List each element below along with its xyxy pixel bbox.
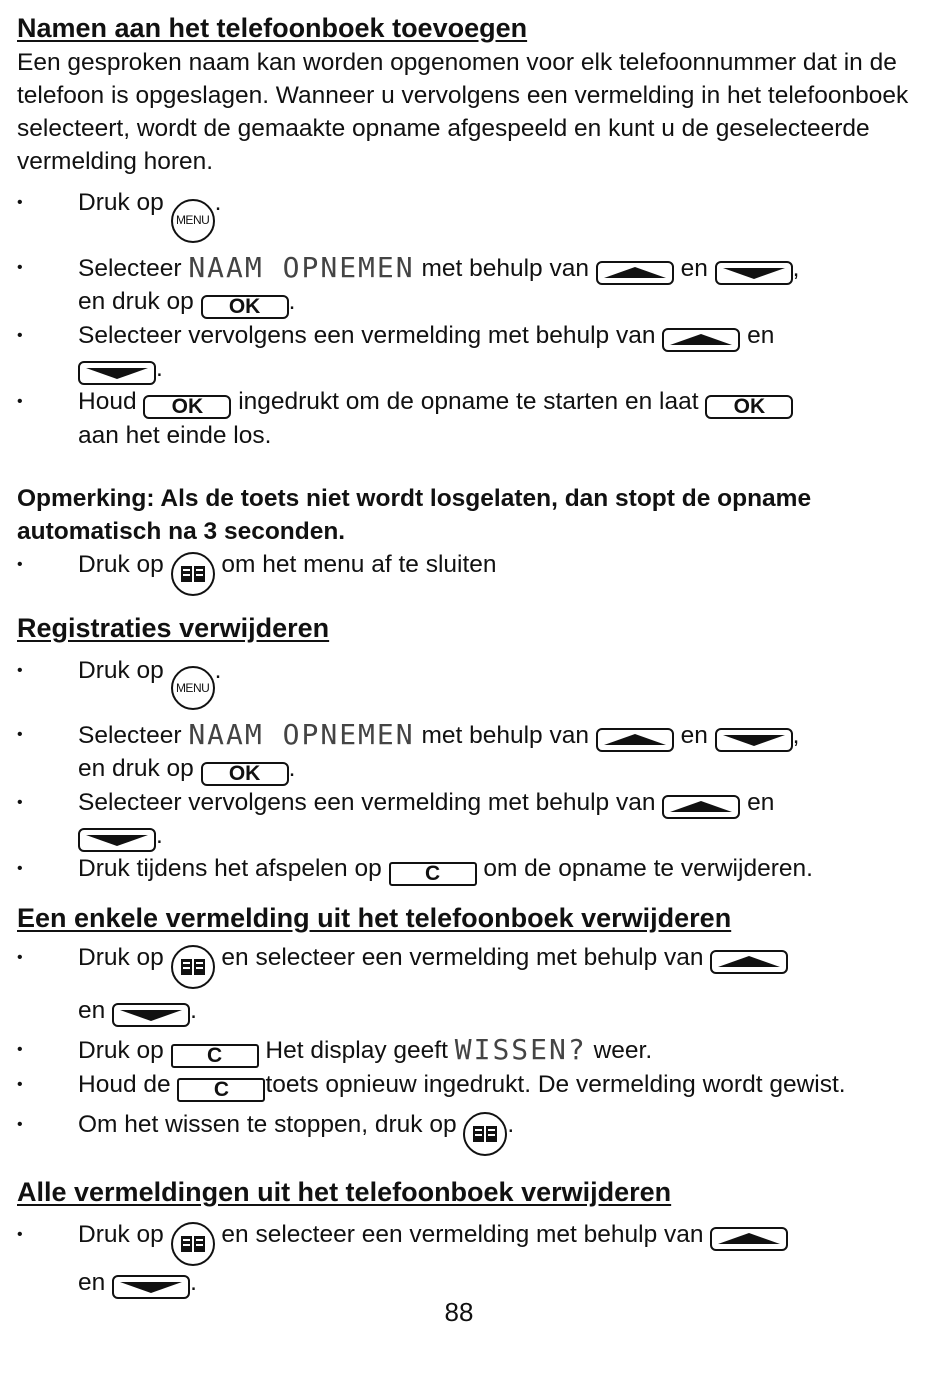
section-delete-recordings	[17, 610, 917, 887]
lcd-display-text: WISSEN?	[454, 1033, 587, 1066]
step-text: ,	[792, 254, 800, 282]
step	[17, 1033, 917, 1068]
down-arrow-key-icon	[715, 261, 793, 285]
step-text: Selecteer	[78, 254, 182, 282]
menu-key-icon: MENU	[171, 666, 215, 710]
step-text: en	[78, 1269, 106, 1296]
step-text: en druk op	[78, 755, 194, 782]
step-text: en selecteer een vermelding met behulp van	[221, 944, 704, 971]
step-text: met behulp van	[421, 722, 589, 749]
step	[17, 1108, 917, 1156]
step-text: en	[747, 321, 775, 349]
step-text: en	[680, 254, 708, 282]
section-delete-all-entries	[17, 1174, 917, 1299]
phonebook-key-icon	[171, 1222, 215, 1266]
up-arrow-key-icon	[662, 328, 740, 352]
step-list	[17, 1218, 917, 1299]
menu-key-icon: MENU	[171, 199, 215, 243]
step	[17, 251, 917, 319]
step	[17, 319, 917, 385]
c-key-icon: C	[389, 862, 477, 886]
step-text: en	[680, 722, 708, 749]
step-text: en selecteer een vermelding met behulp van	[221, 1221, 704, 1248]
c-key-icon: C	[171, 1044, 259, 1068]
step-text: Druk op	[78, 656, 164, 684]
ok-key-icon: OK	[201, 762, 289, 786]
section-title: Alle vermeldingen uit het telefoonboek verwijderen	[17, 1177, 672, 1207]
step-text: om het menu af te sluiten	[221, 550, 497, 578]
step-text: .	[214, 189, 222, 216]
step	[17, 1068, 917, 1102]
up-arrow-key-icon	[710, 950, 788, 974]
section-title: Een enkele vermelding uit het telefoonboek verwijderen	[17, 903, 732, 933]
step	[17, 385, 917, 452]
phonebook-key-icon	[171, 945, 215, 989]
step-text: Selecteer	[78, 722, 182, 749]
step-text: .	[156, 822, 163, 849]
down-arrow-key-icon	[78, 828, 156, 852]
ok-key-icon: OK	[705, 395, 793, 419]
ok-key-icon: OK	[201, 295, 289, 319]
step-text: Druk tijdens het afspelen op	[78, 855, 382, 882]
step-text: Selecteer vervolgens een vermelding met behulp van	[78, 321, 656, 349]
step-text: Druk op	[78, 550, 164, 578]
lcd-display-text: NAAM OPNEMEN	[188, 250, 415, 284]
lcd-display-text: NAAM OPNEMEN	[188, 718, 415, 751]
section-title: Registraties verwijderen	[17, 612, 330, 643]
step-list	[17, 654, 917, 887]
step-text: .	[190, 997, 197, 1024]
step	[17, 548, 917, 596]
step-text: .	[156, 354, 163, 382]
step-text: om de opname te verwijderen.	[483, 855, 813, 882]
page-number: 88	[444, 1297, 474, 1327]
step-text: ingedrukt om de opname te starten en laat	[238, 387, 699, 415]
step-text: toets opnieuw ingedrukt. De vermelding wordt gewist.	[265, 1071, 846, 1098]
up-arrow-key-icon	[710, 1227, 788, 1251]
up-arrow-key-icon	[662, 795, 740, 819]
step	[17, 786, 917, 852]
section-title: Namen aan het telefoonboek toevoegen	[17, 13, 528, 43]
step-text: met behulp van	[421, 254, 589, 282]
down-arrow-key-icon	[715, 728, 793, 752]
section-add-names	[17, 10, 917, 596]
step-text: Druk op	[78, 1221, 164, 1248]
step-text: ,	[792, 722, 800, 749]
step-text: en druk op	[78, 287, 194, 315]
phonebook-key-icon	[463, 1112, 507, 1156]
step-text: en	[78, 997, 106, 1024]
ok-key-icon: OK	[143, 395, 231, 419]
down-arrow-key-icon	[112, 1003, 190, 1027]
step	[17, 852, 917, 886]
step	[17, 936, 917, 1033]
step-list	[17, 186, 917, 452]
step-text: Druk op	[78, 1037, 164, 1064]
step-text: Houd	[78, 387, 137, 415]
step-text: Om het wissen te stoppen, druk op	[78, 1111, 457, 1138]
phonebook-key-icon	[171, 552, 215, 596]
step	[17, 654, 917, 711]
step-text: Selecteer vervolgens een vermelding met behulp van	[78, 789, 656, 816]
step	[17, 186, 917, 243]
step-text: .	[288, 287, 296, 315]
section-delete-single-entry	[17, 900, 917, 1156]
step	[17, 718, 917, 786]
manual-page	[17, 10, 917, 1299]
up-arrow-key-icon	[596, 261, 674, 285]
step	[17, 1218, 917, 1299]
step-text: Houd de	[78, 1071, 171, 1098]
step-text: Druk op	[78, 189, 164, 216]
c-key-icon: C	[177, 1078, 265, 1102]
step-list	[17, 936, 917, 1156]
step-text: aan het einde los.	[78, 421, 272, 449]
down-arrow-key-icon	[78, 361, 156, 385]
step-list	[17, 548, 917, 596]
step-text: en	[747, 789, 775, 816]
section-intro: Een gesproken naam kan worden opgenomen voor elk telefoonnummer dat in de telefoon is opgeslagen. Wanneer u vervolgens een vermelding in het telefoonboek selecteert, wordt de gemaakte opname afgespeeld en kunt u de geselecteerde vermelding horen.	[17, 49, 909, 175]
step-text: .	[214, 656, 222, 684]
step-text: .	[507, 1111, 515, 1138]
note: Opmerking: Als de toets niet wordt losgelaten, dan stopt de opname automatisch na 3 seconden.	[17, 484, 812, 545]
step-text: weer.	[593, 1037, 653, 1064]
step-text: .	[190, 1269, 197, 1296]
step-text: Het display geeft	[265, 1037, 448, 1064]
step-text: Druk op	[78, 944, 164, 971]
up-arrow-key-icon	[596, 728, 674, 752]
step-text: .	[288, 755, 296, 782]
